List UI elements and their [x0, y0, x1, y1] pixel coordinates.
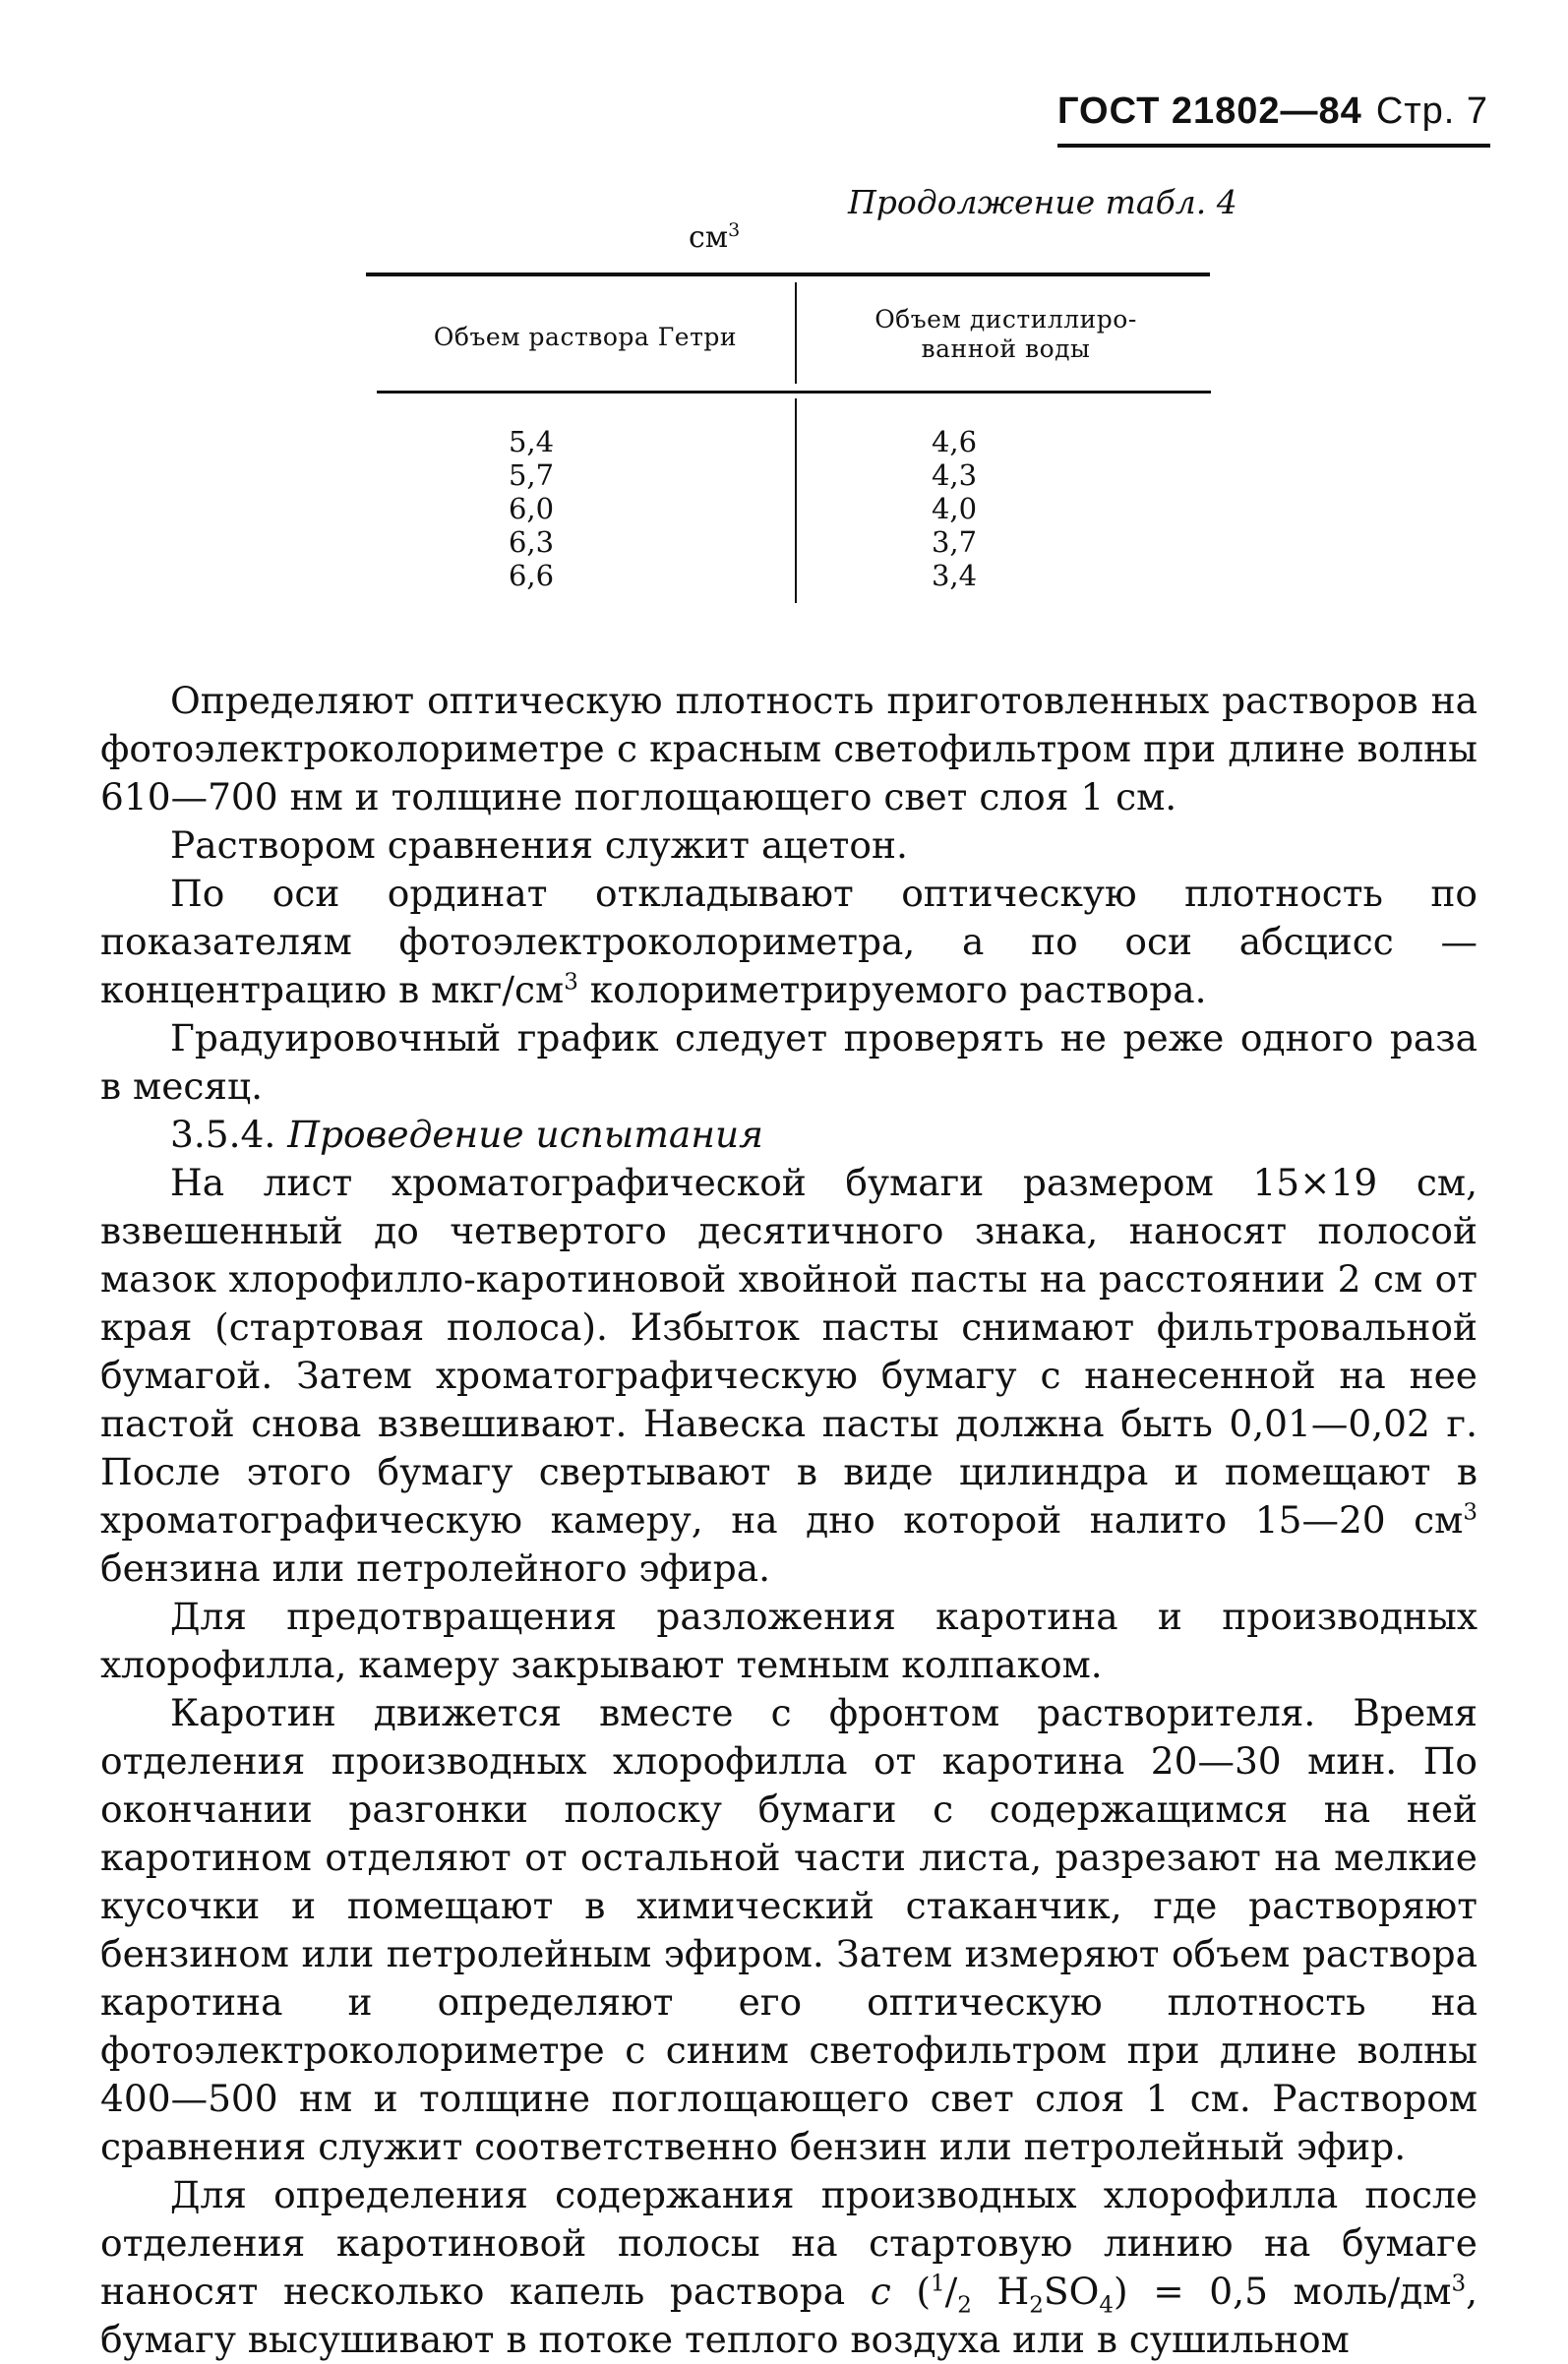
table-cell: 4,6: [931, 425, 978, 458]
table-cell: 3,7: [931, 525, 978, 559]
table-unit: $см^3$: [689, 219, 741, 255]
table-column-gettri-volume: [433, 425, 630, 592]
standard-number: ГОСТ 21802—84: [1057, 91, 1362, 132]
paragraph: Градуировочный график следует проверять не реже одного раза в месяц.: [100, 1016, 1478, 1108]
table-body-divider: [795, 398, 797, 603]
body-text: [100, 677, 1478, 2364]
paragraph: Раствором сравнения служит ацетон.: [170, 823, 908, 867]
table-cell: 6,3: [508, 525, 555, 559]
table-header-col2: Объем дистиллиро- ванной воды: [874, 305, 1137, 363]
table-caption: Продолжение табл. 4: [848, 183, 1237, 221]
section-heading: 3.5.4. Проведение испытания: [170, 1113, 763, 1156]
table-column-water-volume: [856, 425, 1053, 592]
paragraph: Каротин движется вместе с фронтом растворителя. Время отделения производных хлорофилла от каротина 20—30 мин. По окончании разгонки полоску бумаги с содержащимся на ней каротином отделяют от остальной части листа, разрезают на мелкие кусочки и помещают в химический стаканчик, где растворяют бензином или петролейным эфиром. Затем измеряют объем раствора каротина и определяют его оптическую плотность на фотоэлектроколориметре с синим светофильтром при длине волны 400—500 нм и толщине поглощающего свет слоя 1 см. Раствором сравнения служит соответственно бензин или петролейный эфир.: [100, 1691, 1478, 2168]
table-cell: 5,4: [508, 425, 555, 458]
table-header-divider: [795, 282, 797, 384]
table-header-rule: [377, 391, 1211, 394]
table-cell: 4,0: [931, 492, 978, 525]
paragraph: Для определения содержания производных хлорофилла после отделения каротиновой полосы на стартовую линию на бумаге наносят несколько капель раствора с ($^1/_2$ $H_2SO_4) = 0,5$ моль/$дм^3$, бумагу высушивают в потоке теплого воздуха или в сушильном: [100, 2173, 1478, 2361]
table-cell: 6,0: [508, 492, 555, 525]
table-header-col1: Объем раствора Гетри: [433, 323, 738, 351]
header-rule: [1057, 144, 1490, 148]
paragraph: По оси ординат откладывают оптическую плотность по показателям фотоэлектроколориметра, а по оси абсцисс — концентрацию в мкг/$см^3$ колориметрируемого раствора.: [100, 872, 1478, 1011]
table-cell: 3,4: [931, 559, 978, 592]
paragraph: На лист хроматографической бумаги размером 15×19 см, взвешенный до четвертого десятичного знака, наносят полосой мазок хлорофилло-каротиновой хвойной пасты на расстоянии 2 см от края (стартовая полоса). Избыток пасты снимают фильтровальной бумагой. Затем хроматографическую бумагу с нанесенной на нее пастой снова взвешивают. Навеска пасты должна быть 0,01—0,02 г. После этого бумагу свертывают в виде цилиндра и помещают в хроматографическую камеру, на дно которой налито 15—20 $см^3$ бензина или петролейного эфира.: [100, 1161, 1478, 1590]
page-number: Стр. 7: [1375, 91, 1489, 132]
table-cell: 6,6: [508, 559, 555, 592]
table-cell: 4,3: [931, 458, 978, 492]
table-top-rule: [366, 273, 1210, 276]
paragraph: Для предотвращения разложения каротина и производных хлорофилла, камеру закрывают темным колпаком.: [100, 1595, 1478, 1686]
paragraph: Определяют оптическую плотность приготовленных растворов на фотоэлектроколориметре с красным светофильтром при длине волны 610—700 нм и толщине поглощающего свет слоя 1 см.: [100, 679, 1478, 818]
page-header: [1057, 91, 1490, 133]
table-cell: 5,7: [508, 458, 555, 492]
